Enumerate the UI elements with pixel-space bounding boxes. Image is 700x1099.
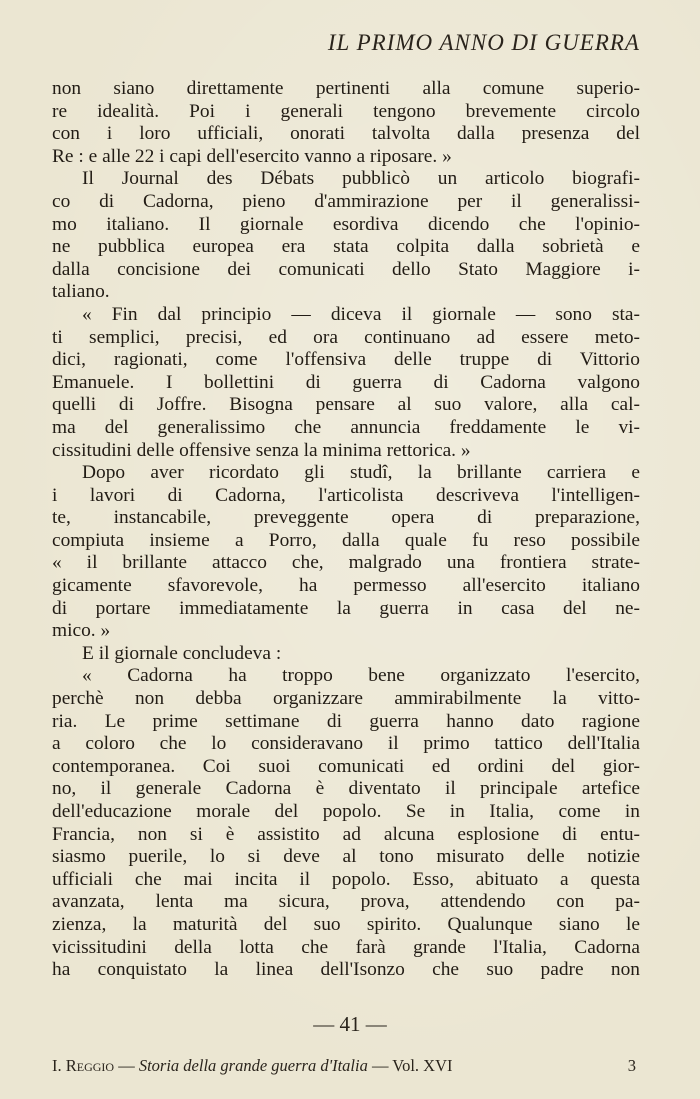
text-line: ne pubblica europea era stata colpita dalla sobrietà e [52, 236, 640, 258]
text-line: siasmo puerile, lo si deve al tono misurato delle notizie [52, 846, 640, 868]
text-line: mico. » [52, 620, 111, 642]
text-line: Emanuele. I bollettini di guerra di Cadorna valgono [52, 371, 640, 393]
text-line: « Cadorna ha troppo bene organizzato l'esercito, [82, 665, 640, 687]
text-line: dell'educazione morale del popolo. Se in Italia, come in [52, 801, 640, 822]
text-line: re idealità. Poi i generali tengono brevemente circolo [52, 100, 640, 122]
text-line: mo italiano. Il giornale esordiva dicendo che l'opinio- [52, 213, 640, 235]
text-line: Re : e alle 22 i capi dell'esercito vanno a riposare. » [52, 145, 452, 167]
text-line: ufficiali che mai incita il popolo. Esso, abituato a questa [52, 868, 640, 890]
text-line: taliano. [52, 281, 110, 303]
text-line: cissitudini delle offensive senza la minima rettorica. » [52, 439, 471, 461]
text-line: con i loro ufficiali, onorati talvolta dalla presenza del [52, 123, 640, 145]
text-line: gicamente sfavorevole, ha permesso all'esercito italiano [52, 575, 640, 597]
text-line: ria. Le prime settimane di guerra hanno dato ragione [52, 710, 640, 732]
text-line: di portare immediatamente la guerra in casa del ne- [52, 597, 640, 619]
footer-signature: 3 [627, 1056, 636, 1075]
text-line: Dopo aver ricordato gli studî, la brillante carriera e [82, 462, 640, 484]
text-line: Il Journal des Débats pubblicò un articolo biografi- [82, 168, 640, 190]
text-line: dalla concisione dei comunicati dello Stato Maggiore i- [52, 258, 640, 280]
text-line: perchè non debba organizzare ammirabilmente la vitto- [52, 688, 640, 710]
text-line: non siano direttamente pertinenti alla comune superio- [52, 78, 640, 99]
text-line: vicissitudini della lotta che farà grande l'Italia, Cadorna [52, 936, 640, 958]
text-line: ha conquistato la linea dell'Isonzo che suo padre non [52, 959, 640, 981]
footer-volume: — Vol. XVI [371, 1056, 453, 1075]
text-line: ma del generalissimo che annuncia freddamente le vi- [52, 416, 640, 438]
text-line: « Fin dal principio — diceva il giornale — sono sta- [82, 303, 640, 325]
body-text [52, 78, 640, 982]
text-line: Francia, non si è assistito ad alcuna esplosione di entu- [52, 823, 640, 845]
page-number: — 41 — [313, 1012, 387, 1036]
running-header: IL PRIMO ANNO DI GUERRA [327, 30, 640, 55]
text-line: « il brillante attacco che, malgrado una frontiera strate- [52, 552, 640, 574]
text-line: i lavori di Cadorna, l'articolista descriveva l'intelligen- [52, 484, 640, 506]
footer-author: I. Reggio — [52, 1056, 135, 1075]
text-line: contemporanea. Coi suoi comunicati ed ordini del gior- [52, 755, 640, 777]
text-line: te, instancabile, preveggente opera di preparazione, [52, 507, 640, 529]
text-line: no, il generale Cadorna è diventato il principale artefice [52, 778, 640, 800]
text-line: compiuta insieme a Porro, dalla quale fu reso possibile [52, 529, 640, 551]
text-line: a coloro che lo consideravano il primo tattico dell'Italia [52, 733, 640, 755]
text-line: zienza, la maturità del suo spirito. Qualunque siano le [52, 913, 640, 935]
text-line: dici, ragionati, come l'offensiva delle truppe di Vittorio [52, 349, 640, 371]
text-line: avanzata, lenta ma sicura, prova, attendendo con pa- [52, 891, 640, 913]
text-line: E il giornale concludeva : [82, 642, 282, 664]
text-line: quelli di Joffre. Bisogna pensare al suo valore, alla cal- [52, 394, 640, 416]
footer-imprint [52, 1056, 640, 1076]
text-line: co di Cadorna, pieno d'ammirazione per il generalissi- [52, 190, 640, 212]
text-line: ti semplici, precisi, ed ora continuano ad essere meto- [52, 326, 640, 348]
footer-title: Storia della grande guerra d'Italia [138, 1056, 368, 1075]
